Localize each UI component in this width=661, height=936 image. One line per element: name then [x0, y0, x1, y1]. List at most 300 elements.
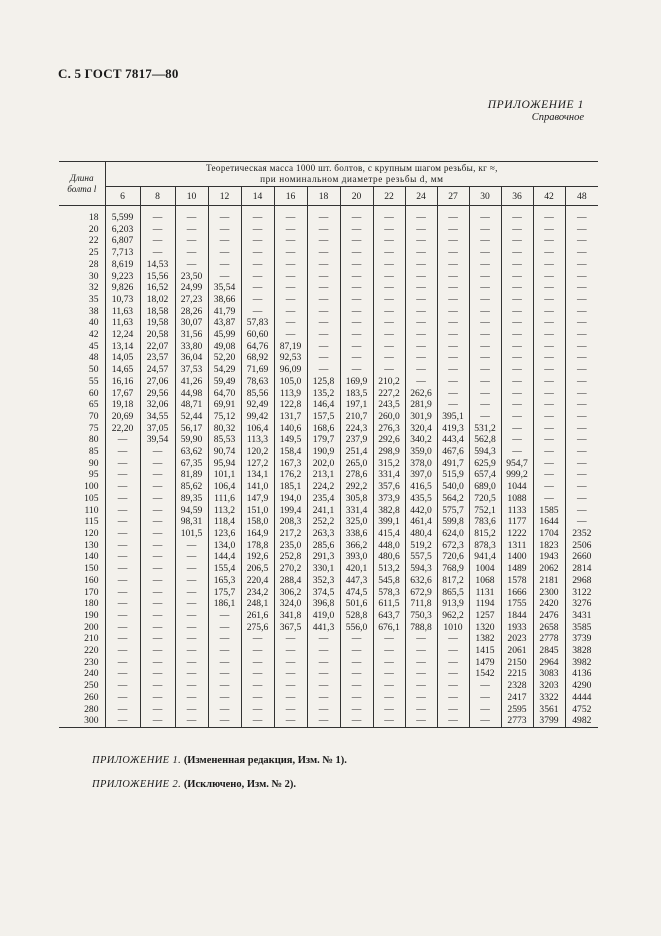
- mass-value-cell: —: [533, 434, 565, 446]
- mass-value-cell: —: [208, 259, 241, 271]
- mass-value-cell: —: [208, 715, 241, 727]
- mass-value-cell: 528,8: [340, 610, 373, 622]
- mass-value-cell: —: [469, 680, 501, 692]
- mass-value-cell: —: [105, 645, 140, 657]
- mass-value-cell: 324,0: [274, 598, 307, 610]
- note-appendix-1: [92, 755, 347, 766]
- mass-value-cell: 1415: [469, 645, 501, 657]
- mass-value-cell: 578,3: [373, 587, 405, 599]
- mass-value-cell: 194,0: [274, 493, 307, 505]
- bolt-length-cell: 140: [84, 551, 99, 563]
- mass-value-cell: 2062: [533, 563, 565, 575]
- mass-value-cell: 175,7: [208, 587, 241, 599]
- mass-value-cell: 2417: [501, 692, 533, 704]
- mass-value-cell: 6,203: [105, 224, 140, 236]
- mass-value-cell: —: [405, 680, 437, 692]
- table-row: [59, 540, 598, 552]
- mass-value-cell: 1755: [501, 598, 533, 610]
- note-2-label: ПРИЛОЖЕНИЕ 2.: [92, 779, 182, 790]
- mass-value-cell: —: [140, 692, 175, 704]
- mass-value-cell: 515,9: [437, 469, 469, 481]
- mass-value-cell: 397,0: [405, 469, 437, 481]
- mass-value-cell: 234,2: [241, 587, 274, 599]
- mass-value-cell: —: [565, 247, 598, 259]
- mass-value-cell: 158,4: [274, 446, 307, 458]
- mass-value-cell: —: [105, 657, 140, 669]
- mass-value-cell: 562,8: [469, 434, 501, 446]
- table-row: [59, 598, 598, 610]
- table-row: [59, 668, 598, 680]
- mass-value-cell: —: [405, 376, 437, 388]
- mass-value-cell: 183,5: [340, 388, 373, 400]
- mass-value-cell: —: [105, 633, 140, 645]
- mass-value-cell: —: [437, 247, 469, 259]
- table-row: [59, 680, 598, 692]
- note-1-text: (Измененная редакция, Изм. № 1).: [183, 755, 347, 766]
- mass-value-cell: —: [501, 399, 533, 411]
- mass-value-cell: 315,2: [373, 458, 405, 470]
- mass-value-cell: —: [565, 516, 598, 528]
- mass-value-cell: —: [105, 692, 140, 704]
- mass-value-cell: —: [565, 306, 598, 318]
- mass-value-cell: —: [437, 235, 469, 247]
- mass-value-cell: —: [501, 352, 533, 364]
- mass-value-cell: —: [140, 540, 175, 552]
- mass-value-cell: 19,18: [105, 399, 140, 411]
- mass-value-cell: 474,5: [340, 587, 373, 599]
- mass-value-cell: 29,56: [140, 388, 175, 400]
- mass-value-cell: 252,2: [307, 516, 340, 528]
- mass-value-cell: —: [565, 423, 598, 435]
- mass-value-cell: 20,58: [140, 329, 175, 341]
- mass-value-cell: —: [274, 282, 307, 294]
- mass-value-cell: 276,3: [373, 423, 405, 435]
- mass-value-cell: 190,9: [307, 446, 340, 458]
- mass-value-cell: —: [175, 587, 208, 599]
- mass-value-cell: —: [340, 235, 373, 247]
- mass-value-cell: 689,0: [469, 481, 501, 493]
- mass-value-cell: —: [241, 235, 274, 247]
- mass-value-cell: 68,92: [241, 352, 274, 364]
- mass-value-cell: 1400: [501, 551, 533, 563]
- mass-value-cell: —: [140, 493, 175, 505]
- appendix-label-block: [488, 99, 584, 123]
- mass-value-cell: —: [340, 692, 373, 704]
- mass-value-cell: 480,6: [373, 551, 405, 563]
- mass-value-cell: 106,4: [208, 481, 241, 493]
- bolt-length-cell: 130: [84, 539, 99, 551]
- bolt-length-cell: 80: [88, 434, 99, 446]
- mass-value-cell: —: [405, 668, 437, 680]
- mass-value-cell: 127,2: [241, 458, 274, 470]
- mass-value-cell: —: [274, 259, 307, 271]
- mass-value-cell: —: [565, 493, 598, 505]
- mass-value-cell: 28,26: [175, 306, 208, 318]
- mass-value-cell: —: [340, 704, 373, 716]
- mass-value-cell: 89,35: [175, 493, 208, 505]
- mass-value-cell: —: [373, 657, 405, 669]
- mass-value-cell: 85,56: [241, 388, 274, 400]
- mass-value-cell: 373,9: [373, 493, 405, 505]
- diameter-header-row: [59, 187, 598, 206]
- mass-value-cell: —: [437, 341, 469, 353]
- mass-value-cell: 393,0: [340, 551, 373, 563]
- mass-value-cell: —: [373, 668, 405, 680]
- mass-value-cell: —: [405, 633, 437, 645]
- bolt-length-cell: 95: [88, 469, 99, 481]
- mass-value-cell: 43,87: [208, 317, 241, 329]
- mass-value-cell: —: [307, 212, 340, 224]
- mass-value-cell: 278,6: [340, 469, 373, 481]
- mass-value-cell: —: [208, 212, 241, 224]
- mass-value-cell: —: [501, 329, 533, 341]
- mass-value-cell: 98,31: [175, 516, 208, 528]
- length-header-line2: болта l: [67, 183, 97, 194]
- mass-value-cell: 105,0: [274, 376, 307, 388]
- mass-value-cell: —: [565, 329, 598, 341]
- mass-value-cell: —: [105, 715, 140, 727]
- mass-value-cell: 752,1: [469, 505, 501, 517]
- bolt-length-cell: 260: [84, 691, 99, 703]
- mass-value-cell: 197,1: [340, 399, 373, 411]
- mass-value-cell: 96,09: [274, 364, 307, 376]
- mass-value-cell: 11,63: [105, 306, 140, 318]
- mass-value-cell: 14,53: [140, 259, 175, 271]
- mass-value-cell: 113,2: [208, 505, 241, 517]
- mass-value-cell: 1257: [469, 610, 501, 622]
- mass-value-cell: 14,05: [105, 352, 140, 364]
- mass-value-cell: —: [469, 306, 501, 318]
- diameter-header-cell: 42: [533, 187, 565, 206]
- mass-value-cell: —: [469, 704, 501, 716]
- mass-value-cell: —: [340, 680, 373, 692]
- table-row: [59, 610, 598, 622]
- mass-value-cell: 540,0: [437, 481, 469, 493]
- mass-value-cell: —: [241, 680, 274, 692]
- mass-value-cell: —: [501, 388, 533, 400]
- mass-value-cell: —: [501, 411, 533, 423]
- bolt-length-cell: 38: [88, 305, 99, 317]
- mass-value-cell: —: [373, 715, 405, 727]
- mass-value-cell: —: [373, 364, 405, 376]
- mass-value-cell: —: [501, 423, 533, 435]
- mass-value-cell: 1644: [533, 516, 565, 528]
- mass-value-cell: 263,3: [307, 528, 340, 540]
- mass-value-cell: —: [373, 282, 405, 294]
- mass-value-cell: —: [373, 704, 405, 716]
- mass-value-cell: —: [340, 657, 373, 669]
- mass-value-cell: 2778: [533, 633, 565, 645]
- mass-value-cell: 9,223: [105, 271, 140, 283]
- mass-value-cell: 22,07: [140, 341, 175, 353]
- mass-value-cell: —: [565, 364, 598, 376]
- table-row: [59, 657, 598, 669]
- mass-value-cell: —: [105, 680, 140, 692]
- mass-value-cell: 352,3: [307, 575, 340, 587]
- mass-value-cell: 594,3: [469, 446, 501, 458]
- mass-value-cell: 35,54: [208, 282, 241, 294]
- mass-value-cell: 382,8: [373, 505, 405, 517]
- bolt-length-cell: 160: [84, 574, 99, 586]
- mass-value-cell: —: [307, 271, 340, 283]
- mass-value-cell: —: [565, 271, 598, 283]
- mass-value-cell: —: [208, 657, 241, 669]
- mass-value-cell: —: [274, 704, 307, 716]
- table-row: [59, 458, 598, 470]
- table-row: [59, 282, 598, 294]
- mass-value-cell: —: [175, 715, 208, 727]
- mass-value-cell: 2476: [533, 610, 565, 622]
- mass-value-cell: —: [405, 692, 437, 704]
- mass-value-cell: —: [469, 235, 501, 247]
- mass-value-cell: 443,4: [437, 434, 469, 446]
- mass-value-cell: —: [373, 224, 405, 236]
- mass-value-cell: 275,6: [241, 622, 274, 634]
- mass-value-cell: —: [208, 224, 241, 236]
- mass-value-cell: 783,6: [469, 516, 501, 528]
- mass-value-cell: 625,9: [469, 458, 501, 470]
- mass-value-cell: —: [533, 481, 565, 493]
- mass-value-cell: —: [105, 575, 140, 587]
- mass-value-cell: —: [241, 247, 274, 259]
- mass-value-cell: 217,2: [274, 528, 307, 540]
- mass-value-cell: —: [175, 645, 208, 657]
- mass-value-cell: —: [340, 329, 373, 341]
- mass-value-cell: 720,6: [437, 551, 469, 563]
- mass-value-cell: 1068: [469, 575, 501, 587]
- mass-value-cell: 531,2: [469, 423, 501, 435]
- mass-value-cell: 768,9: [437, 563, 469, 575]
- mass-value-cell: 575,7: [437, 505, 469, 517]
- bolt-length-cell: 20: [88, 223, 99, 235]
- mass-value-cell: 243,5: [373, 399, 405, 411]
- mass-value-cell: —: [405, 352, 437, 364]
- mass-value-cell: 227,2: [373, 388, 405, 400]
- mass-value-cell: 1489: [501, 563, 533, 575]
- mass-value-cell: —: [307, 224, 340, 236]
- table-row: [59, 563, 598, 575]
- mass-value-cell: 3322: [533, 692, 565, 704]
- bolt-length-cell: 48: [88, 352, 99, 364]
- bolt-length-cell: 100: [84, 481, 99, 493]
- mass-value-cell: 1044: [501, 481, 533, 493]
- mass-value-cell: —: [274, 692, 307, 704]
- mass-value-cell: —: [469, 317, 501, 329]
- mass-value-cell: —: [241, 657, 274, 669]
- mass-value-cell: 1133: [501, 505, 533, 517]
- bolt-length-cell: 220: [84, 645, 99, 657]
- mass-value-cell: —: [307, 364, 340, 376]
- mass-value-cell: —: [307, 294, 340, 306]
- mass-value-cell: 611,5: [373, 598, 405, 610]
- mass-value-cell: 131,7: [274, 411, 307, 423]
- mass-value-cell: 81,89: [175, 469, 208, 481]
- mass-value-cell: 24,99: [175, 282, 208, 294]
- mass-value-cell: 122,8: [274, 399, 307, 411]
- mass-value-cell: 419,3: [437, 423, 469, 435]
- mass-value-cell: —: [208, 633, 241, 645]
- mass-value-cell: 206,5: [241, 563, 274, 575]
- mass-value-cell: 954,7: [501, 458, 533, 470]
- mass-value-cell: 176,2: [274, 469, 307, 481]
- mass-value-cell: —: [437, 388, 469, 400]
- mass-value-cell: —: [373, 341, 405, 353]
- mass-value-cell: —: [533, 235, 565, 247]
- mass-value-cell: —: [105, 540, 140, 552]
- table-row: [59, 516, 598, 528]
- length-header-line1: Длина: [69, 172, 94, 183]
- mass-value-cell: 8,619: [105, 259, 140, 271]
- mass-value-cell: —: [105, 610, 140, 622]
- mass-value-cell: 7,713: [105, 247, 140, 259]
- mass-value-cell: 2658: [533, 622, 565, 634]
- mass-value-cell: —: [405, 657, 437, 669]
- mass-value-cell: —: [208, 680, 241, 692]
- mass-value-cell: —: [405, 212, 437, 224]
- mass-value-cell: 676,1: [373, 622, 405, 634]
- mass-value-cell: —: [373, 692, 405, 704]
- table-row: [59, 493, 598, 505]
- mass-value-cell: 165,3: [208, 575, 241, 587]
- mass-value-cell: —: [437, 294, 469, 306]
- mass-value-cell: 210,2: [373, 376, 405, 388]
- mass-value-cell: —: [405, 294, 437, 306]
- mass-value-cell: 288,4: [274, 575, 307, 587]
- mass-value-cell: 224,2: [307, 481, 340, 493]
- mass-value-cell: —: [405, 282, 437, 294]
- table-row: [59, 224, 598, 236]
- mass-value-cell: —: [274, 715, 307, 727]
- mass-value-cell: 941,4: [469, 551, 501, 563]
- mass-value-cell: 1382: [469, 633, 501, 645]
- mass-value-cell: —: [307, 282, 340, 294]
- mass-value-cell: 125,8: [307, 376, 340, 388]
- mass-value-cell: —: [105, 668, 140, 680]
- diameter-header-cell: 24: [405, 187, 437, 206]
- mass-value-cell: —: [501, 271, 533, 283]
- mass-value-cell: —: [105, 446, 140, 458]
- mass-value-cell: —: [565, 282, 598, 294]
- table-row: [59, 306, 598, 318]
- mass-value-cell: 199,4: [274, 505, 307, 517]
- mass-value-cell: 235,0: [274, 540, 307, 552]
- mass-value-cell: —: [533, 247, 565, 259]
- diameter-header-cell: 6: [105, 187, 140, 206]
- mass-value-cell: 37,05: [140, 423, 175, 435]
- mass-value-cell: 24,57: [140, 364, 175, 376]
- mass-value-cell: 167,3: [274, 458, 307, 470]
- mass-value-cell: 41,26: [175, 376, 208, 388]
- mass-value-cell: 33,80: [175, 341, 208, 353]
- table-row: [59, 551, 598, 563]
- mass-value-cell: —: [533, 458, 565, 470]
- mass-value-cell: —: [241, 224, 274, 236]
- mass-value-cell: —: [241, 306, 274, 318]
- mass-value-cell: —: [105, 622, 140, 634]
- mass-value-cell: —: [565, 505, 598, 517]
- mass-value-cell: —: [533, 364, 565, 376]
- mass-value-cell: —: [565, 469, 598, 481]
- mass-value-cell: —: [307, 645, 340, 657]
- mass-value-cell: —: [274, 235, 307, 247]
- mass-value-cell: 75,12: [208, 411, 241, 423]
- mass-value-cell: —: [307, 259, 340, 271]
- mass-value-cell: 1010: [437, 622, 469, 634]
- mass-value-cell: —: [241, 668, 274, 680]
- table-row: [59, 692, 598, 704]
- mass-value-cell: —: [307, 235, 340, 247]
- mass-value-cell: 19,58: [140, 317, 175, 329]
- mass-value-cell: —: [175, 235, 208, 247]
- mass-value-cell: —: [175, 224, 208, 236]
- mass-value-cell: —: [175, 563, 208, 575]
- mass-value-cell: 3739: [565, 633, 598, 645]
- mass-value-cell: 1479: [469, 657, 501, 669]
- mass-value-cell: —: [501, 434, 533, 446]
- table-row: [59, 481, 598, 493]
- mass-value-cell: 202,0: [307, 458, 340, 470]
- mass-value-cell: —: [140, 680, 175, 692]
- mass-value-cell: —: [501, 364, 533, 376]
- mass-value-cell: 49,08: [208, 341, 241, 353]
- mass-value-cell: —: [140, 516, 175, 528]
- mass-value-cell: —: [565, 399, 598, 411]
- mass-value-cell: —: [437, 633, 469, 645]
- mass-value-cell: —: [565, 411, 598, 423]
- mass-value-cell: —: [307, 317, 340, 329]
- mass-value-cell: 235,4: [307, 493, 340, 505]
- mass-value-cell: —: [340, 715, 373, 727]
- mass-value-cell: —: [533, 341, 565, 353]
- mass-value-cell: 48,71: [175, 399, 208, 411]
- page-header: С. 5 ГОСТ 7817—80: [58, 66, 179, 81]
- table-row: [59, 341, 598, 353]
- mass-value-cell: 135,2: [307, 388, 340, 400]
- mass-value-cell: 213,1: [307, 469, 340, 481]
- mass-value-cell: 71,69: [241, 364, 274, 376]
- table-row: [59, 446, 598, 458]
- mass-value-cell: 123,6: [208, 528, 241, 540]
- mass-value-cell: —: [307, 341, 340, 353]
- mass-value-cell: —: [241, 704, 274, 716]
- mass-value-cell: 80,32: [208, 423, 241, 435]
- mass-value-cell: 52,44: [175, 411, 208, 423]
- mass-value-cell: 260,0: [373, 411, 405, 423]
- mass-value-cell: —: [501, 247, 533, 259]
- mass-value-cell: 22,20: [105, 423, 140, 435]
- mass-value-cell: —: [274, 306, 307, 318]
- mass-value-cell: 711,8: [405, 598, 437, 610]
- diameter-header-cell: 30: [469, 187, 501, 206]
- mass-value-cell: 2660: [565, 551, 598, 563]
- mass-value-cell: 23,57: [140, 352, 175, 364]
- bolt-length-cell: 300: [59, 715, 105, 727]
- mass-value-cell: 6,807: [105, 235, 140, 247]
- mass-value-cell: 519,2: [405, 540, 437, 552]
- bolt-length-cell: 60: [88, 387, 99, 399]
- mass-value-cell: —: [340, 341, 373, 353]
- mass-value-cell: —: [437, 271, 469, 283]
- mass-value-cell: 4752: [565, 704, 598, 716]
- mass-value-cell: 340,2: [405, 434, 437, 446]
- bolt-length-cell: 240: [84, 668, 99, 680]
- mass-value-cell: 367,5: [274, 622, 307, 634]
- bolt-length-cell: 105: [84, 492, 99, 504]
- table-body: [59, 206, 598, 728]
- mass-value-cell: 34,55: [140, 411, 175, 423]
- mass-value-cell: 179,7: [307, 434, 340, 446]
- mass-value-cell: —: [274, 645, 307, 657]
